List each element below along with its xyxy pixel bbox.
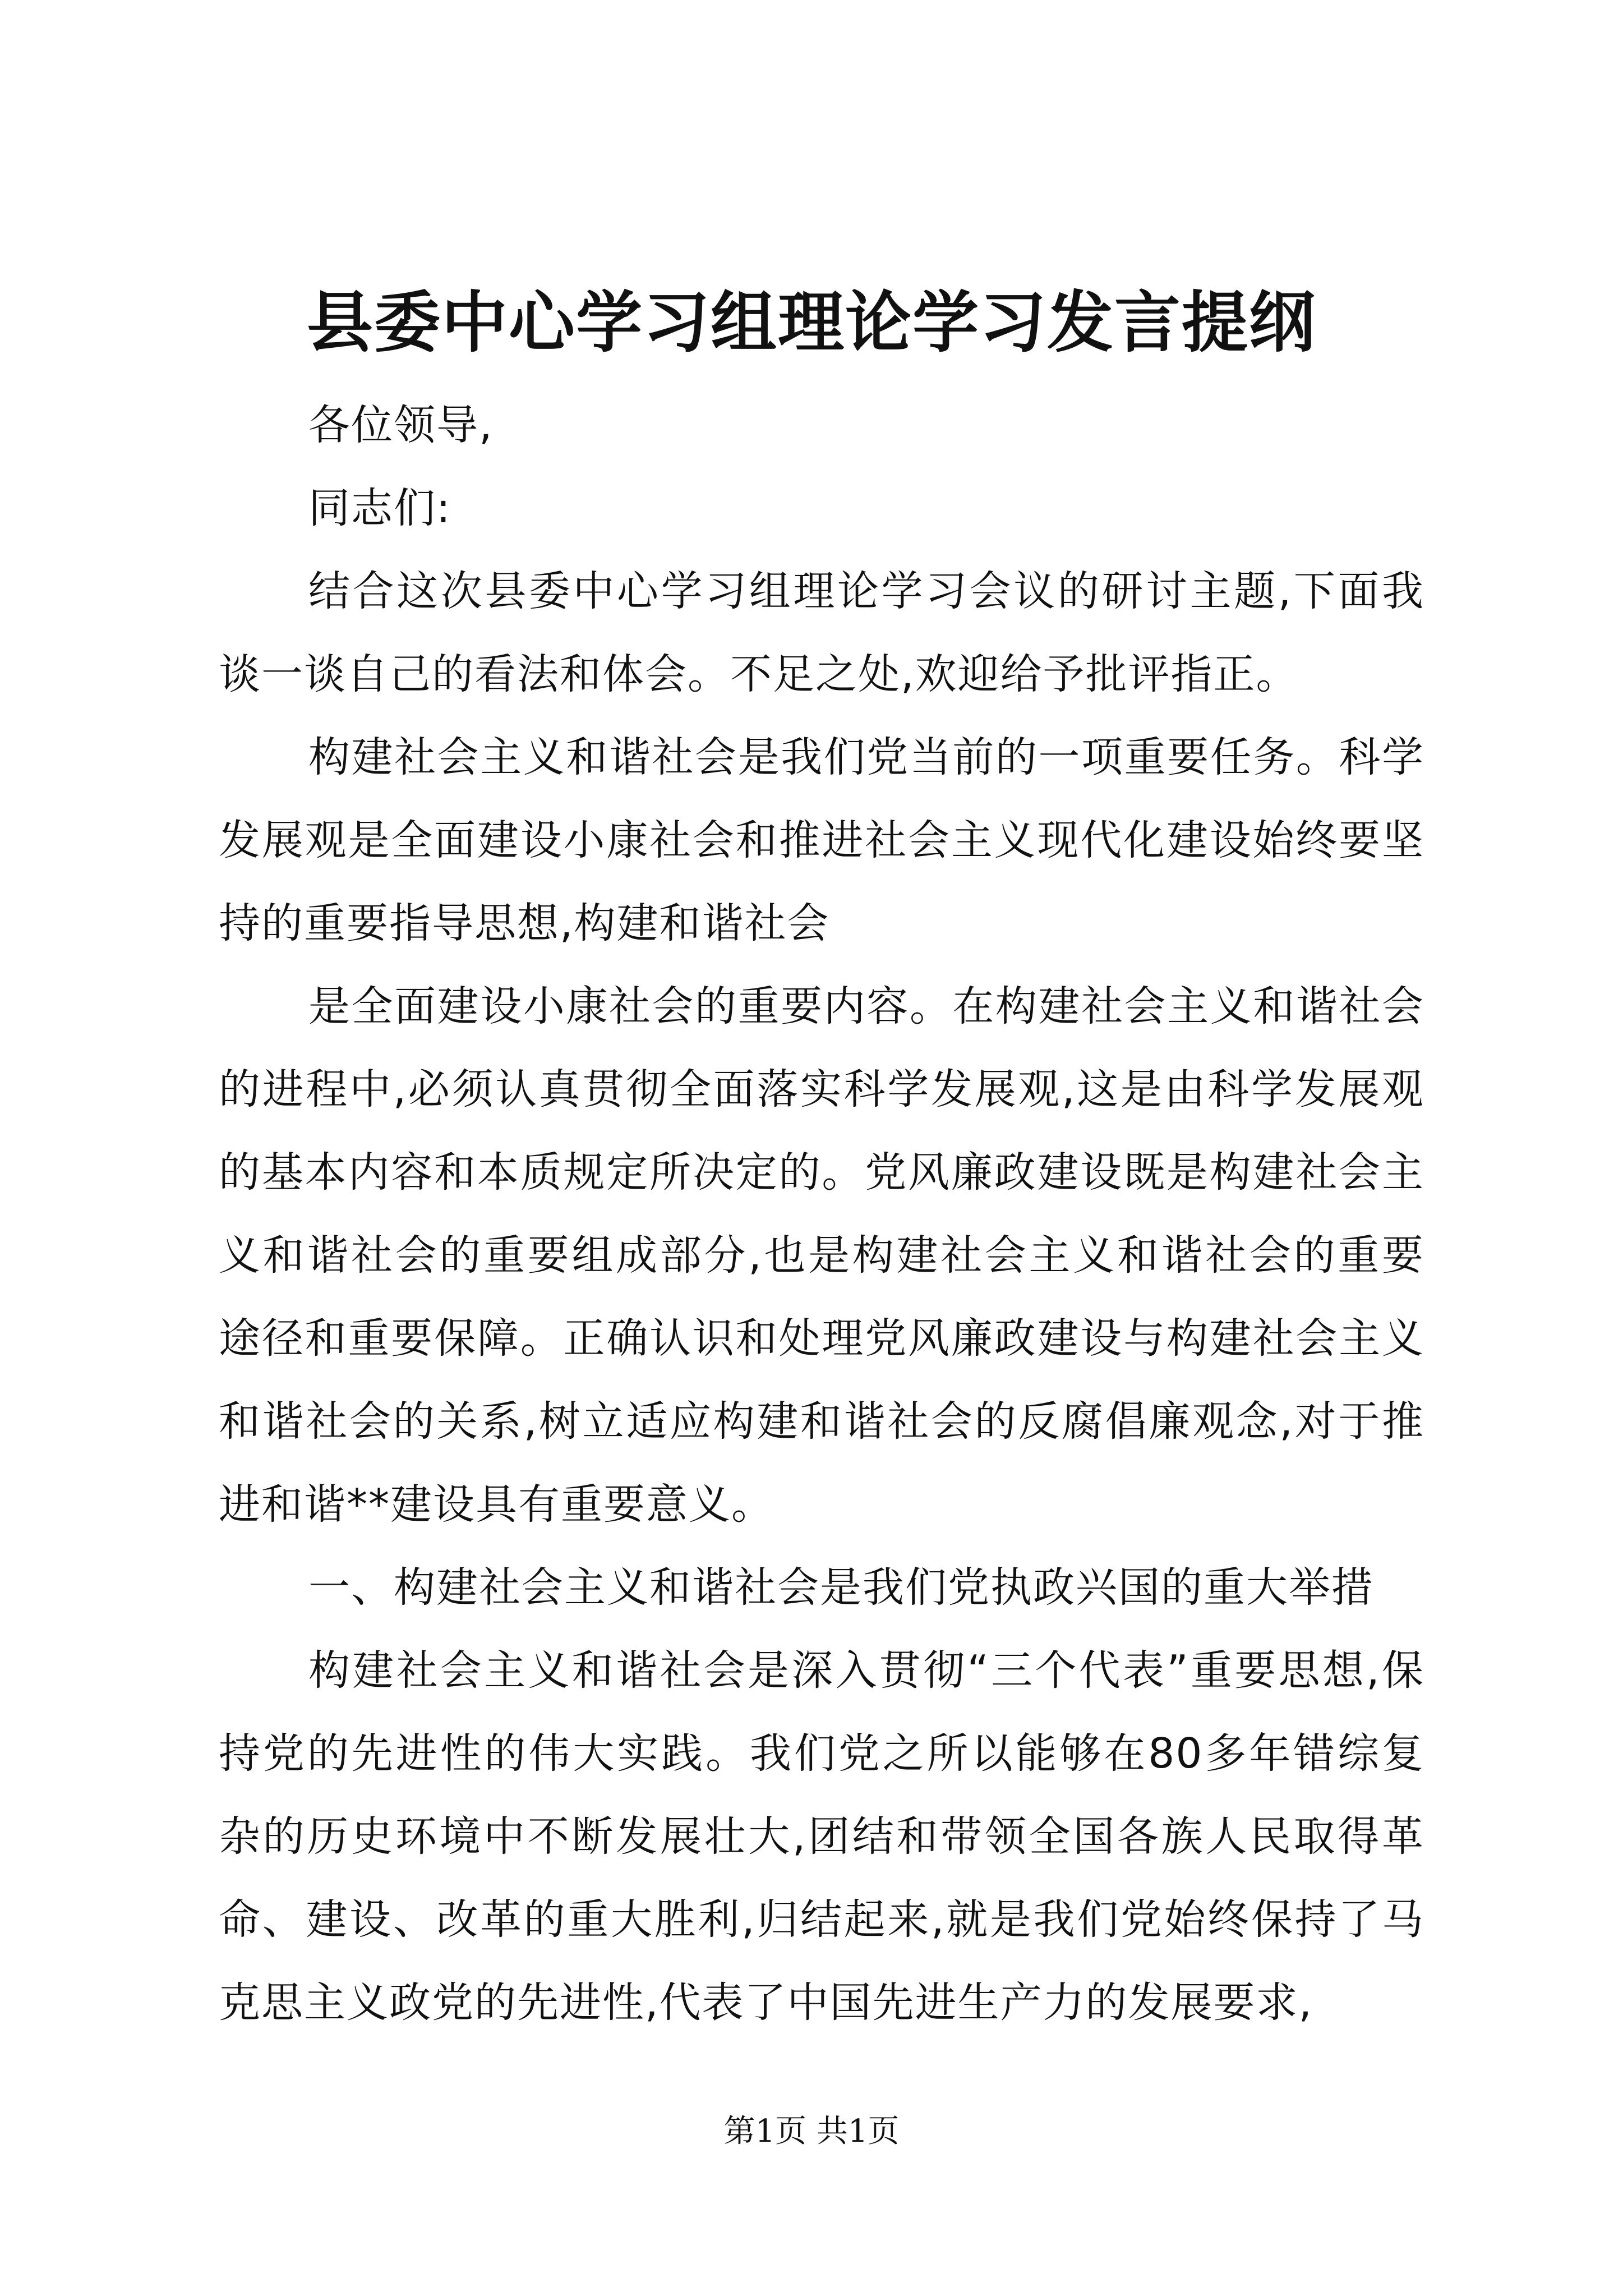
salutation-paragraph: 同志们:: [308, 484, 451, 532]
body-paragraph: 构建社会主义和谐社会是我们党当前的一项重要任务。科学发展观是全面建设小康社会和推进社会主义现代化建设始终要坚持的重要指导思想,构建和谐社会: [219, 733, 1424, 947]
body-paragraph: 结合这次县委中心学习组理论学习会议的研讨主题,下面我谈一谈自己的看法和体会。不足之处,欢迎给予批评指正。: [219, 567, 1424, 698]
body-paragraph: 是全面建设小康社会的重要内容。在构建社会主义和谐社会的进程中,必须认真贯彻全面落实科学发展观,这是由科学发展观的基本内容和本质规定所决定的。党风廉政建设既是构建社会主义和谐社会的重要组成部分,也是构建社会主义和谐社会的重要途径和重要保障。正确认识和处理党风廉政建设与构建社会主义和谐社会的关系,树立适应构建和谐社会的反腐倡廉观念,对于推进和谐**建设具有重要意义。: [219, 982, 1424, 1529]
body-paragraph: 构建社会主义和谐社会是深入贯彻“三个代表”重要思想,保持党的先进性的伟大实践。我们党之所以能够在80多年错综复杂的历史环境中不断发展壮大,团结和带领全国各族人民取得革命、建设、改革的重大胜利,归结起来,就是我们党始终保持了马克思主义政党的先进性,代表了中国先进生产力的发展要求,: [219, 1646, 1424, 2027]
document-title: 县委中心学习组理论学习发言提纲: [306, 283, 1316, 361]
document-body: [219, 384, 1424, 2044]
salutation-paragraph: 各位领导,: [308, 401, 494, 449]
section-heading: 一、构建社会主义和谐社会是我们党执政兴国的重大举措: [308, 1563, 1374, 1612]
page-footer: 第1页 共1页: [723, 2113, 900, 2150]
